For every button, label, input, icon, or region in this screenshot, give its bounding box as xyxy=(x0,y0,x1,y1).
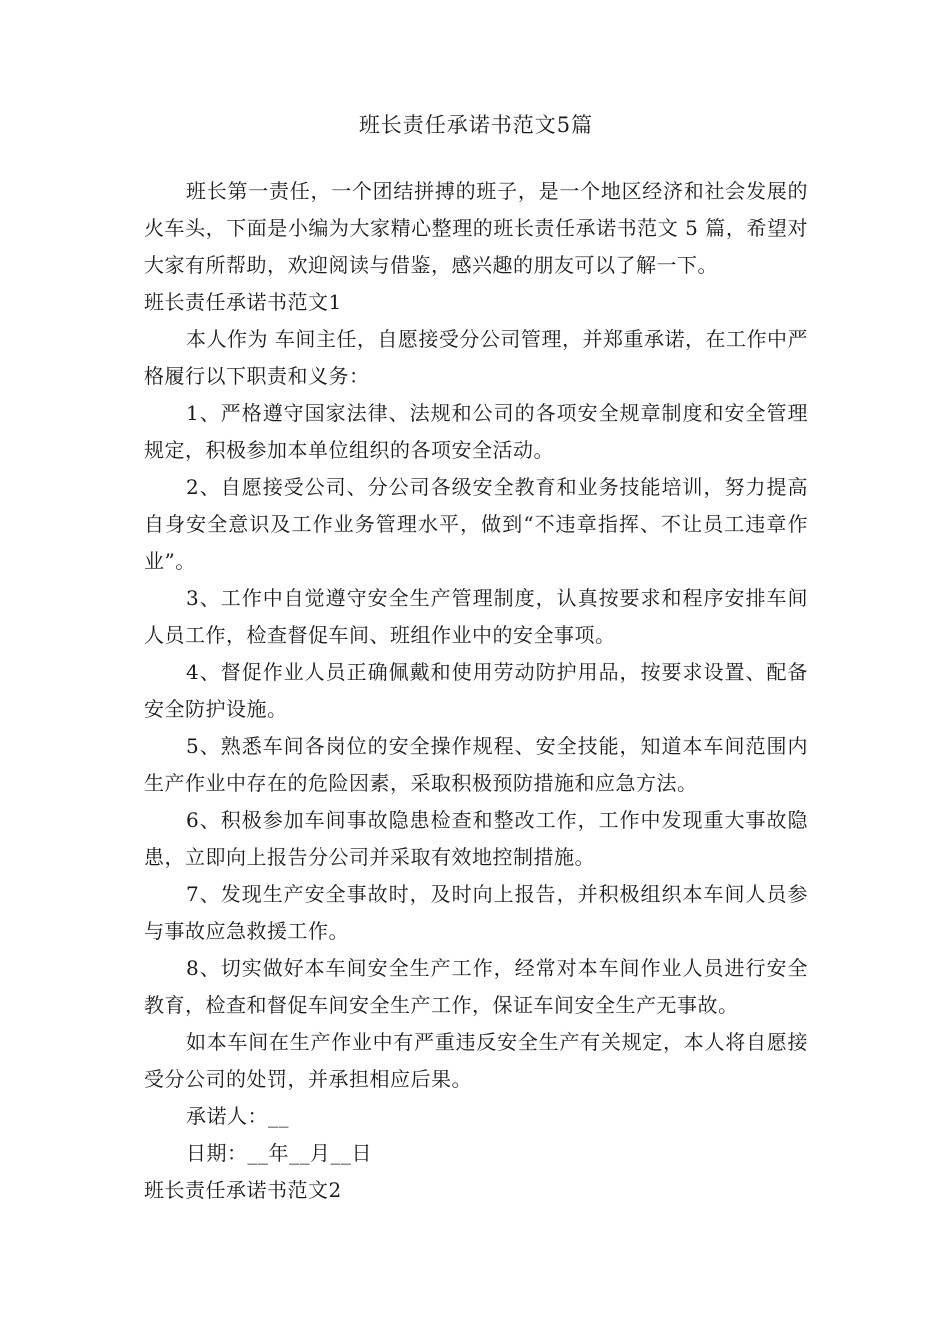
duty-item-2: 2、自愿接受公司、分公司各级安全教育和业务技能培训，努力提高自身安全意识及工作业务管理水平，做到“不违章指挥、不让员工违章作业”。 xyxy=(144,475,808,573)
duty-item-8: 8、切实做好本车间安全生产工作，经常对本车间作业人员进行安全教育，检查和督促车间安全生产工作，保证车间安全生产无事故。 xyxy=(144,956,808,1017)
section-heading-2: 班长责任承诺书范文2 xyxy=(144,1178,342,1202)
section1-lead-paragraph: 本人作为 车间主任，自愿接受分公司管理，并郑重承诺，在工作中严格履行以下职责和义务： xyxy=(144,327,808,388)
date-line: 日期：__年__月__日 xyxy=(186,1141,372,1165)
duty-item-1: 1、严格遵守国家法律、法规和公司的各项安全规章制度和安全管理规定，积极参加本单位组织的各项安全活动。 xyxy=(144,401,808,462)
document-body xyxy=(144,173,808,1209)
closing-paragraph: 如本车间在生产作业中有严重违反安全生产有关规定，本人将自愿接受分公司的处罚，并承担相应后果。 xyxy=(144,1030,808,1091)
intro-paragraph: 班长第一责任，一个团结拼搏的班子，是一个地区经济和社会发展的火车头，下面是小编为大家精心整理的班长责任承诺书范文 5 篇，希望对大家有所帮助，欢迎阅读与借鉴，感兴趣的朋友可以了解一下。 xyxy=(144,179,808,277)
duty-item-7: 7、发现生产安全事故时，及时向上报告，并积极组织本车间人员参与事故应急救援工作。 xyxy=(144,882,808,943)
duty-item-5: 5、熟悉车间各岗位的安全操作规程、安全技能，知道本车间范围内生产作业中存在的危险因素，采取积极预防措施和应急方法。 xyxy=(144,734,808,795)
document-title: 班长责任承诺书范文5篇 xyxy=(358,113,594,137)
duty-item-6: 6、积极参加车间事故隐患检查和整改工作，工作中发现重大事故隐患，立即向上报告分公司并采取有效地控制措施。 xyxy=(144,808,808,869)
duty-item-3: 3、工作中自觉遵守安全生产管理制度，认真按要求和程序安排车间人员工作，检查督促车间、班组作业中的安全事项。 xyxy=(144,586,808,647)
duty-item-4: 4、督促作业人员正确佩戴和使用劳动防护用品，按要求设置、配备安全防护设施。 xyxy=(144,660,808,721)
signer-line: 承诺人：__ xyxy=(186,1104,289,1128)
section-heading-1: 班长责任承诺书范文1 xyxy=(144,290,342,314)
